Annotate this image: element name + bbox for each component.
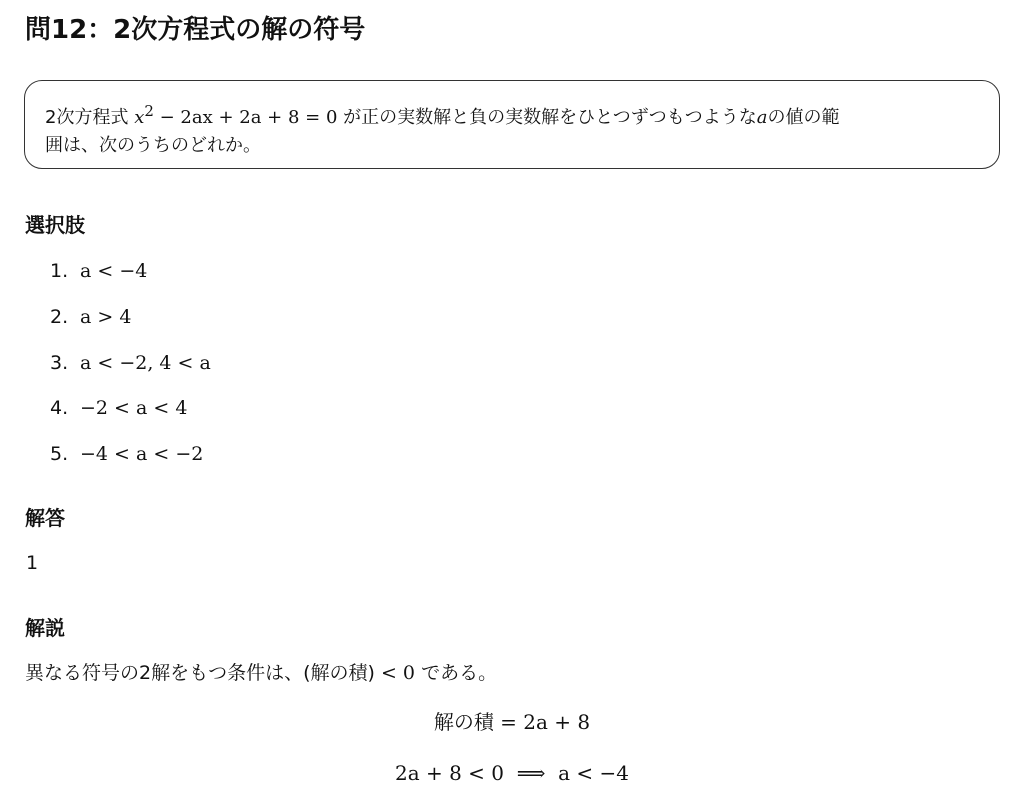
equation-result-left: 2a + 8 < 0	[394, 761, 505, 785]
equation-result	[0, 758, 1024, 788]
equation-result-right: a < −4	[558, 761, 630, 785]
equation-product-label: 解の積	[433, 710, 494, 734]
choice-number: 2.	[50, 306, 69, 328]
answer-value: 1	[26, 552, 39, 574]
explanation-heading: 解説	[25, 616, 65, 640]
choice-text: −4 < a < −2	[80, 443, 204, 465]
page-title: 問12：2次方程式の解の符号	[25, 15, 366, 45]
choice-item	[50, 439, 203, 469]
choice-number: 3.	[50, 352, 69, 374]
question-line1-post: が正の実数解と負の実数解をひとつずつもつような	[337, 107, 757, 128]
equation-product	[0, 707, 1024, 737]
implies-arrow: ⟹	[504, 761, 559, 785]
explanation-text	[25, 658, 497, 688]
question-box	[24, 80, 1000, 169]
choice-number: 1.	[50, 260, 69, 282]
question-eq-rest: − 2ax + 2a + 8 = 0	[153, 107, 338, 128]
answer-heading: 解答	[25, 506, 65, 530]
choice-text: a < −4	[80, 260, 148, 282]
choices-heading: 選択肢	[25, 213, 85, 237]
choice-item	[50, 393, 187, 423]
question-line1-end: の値の範	[767, 107, 840, 128]
question-var-a: a	[756, 107, 768, 128]
question-line-2: 囲は、次のうちのどれか。	[45, 135, 261, 156]
question-eq-exponent: 2	[144, 102, 154, 120]
choice-item	[50, 348, 211, 378]
choice-item	[50, 256, 147, 286]
choice-text: −2 < a < 4	[80, 397, 188, 419]
choice-text: a > 4	[80, 306, 132, 328]
question-line-1	[45, 97, 979, 132]
question-eq-x: x	[134, 107, 145, 128]
explanation-math: < 0	[380, 662, 416, 684]
choice-number: 5.	[50, 443, 69, 465]
choice-number: 4.	[50, 397, 69, 419]
equation-product-rhs: = 2a + 8	[493, 710, 591, 734]
explanation-pre: 異なる符号の2解をもつ条件は、(解の積)	[25, 662, 381, 684]
choice-item	[50, 302, 131, 332]
question-equation	[134, 102, 338, 128]
explanation-post: である。	[415, 662, 498, 684]
question-line1-pre: 2次方程式	[45, 107, 135, 128]
choice-text: a < −2, 4 < a	[80, 352, 211, 374]
